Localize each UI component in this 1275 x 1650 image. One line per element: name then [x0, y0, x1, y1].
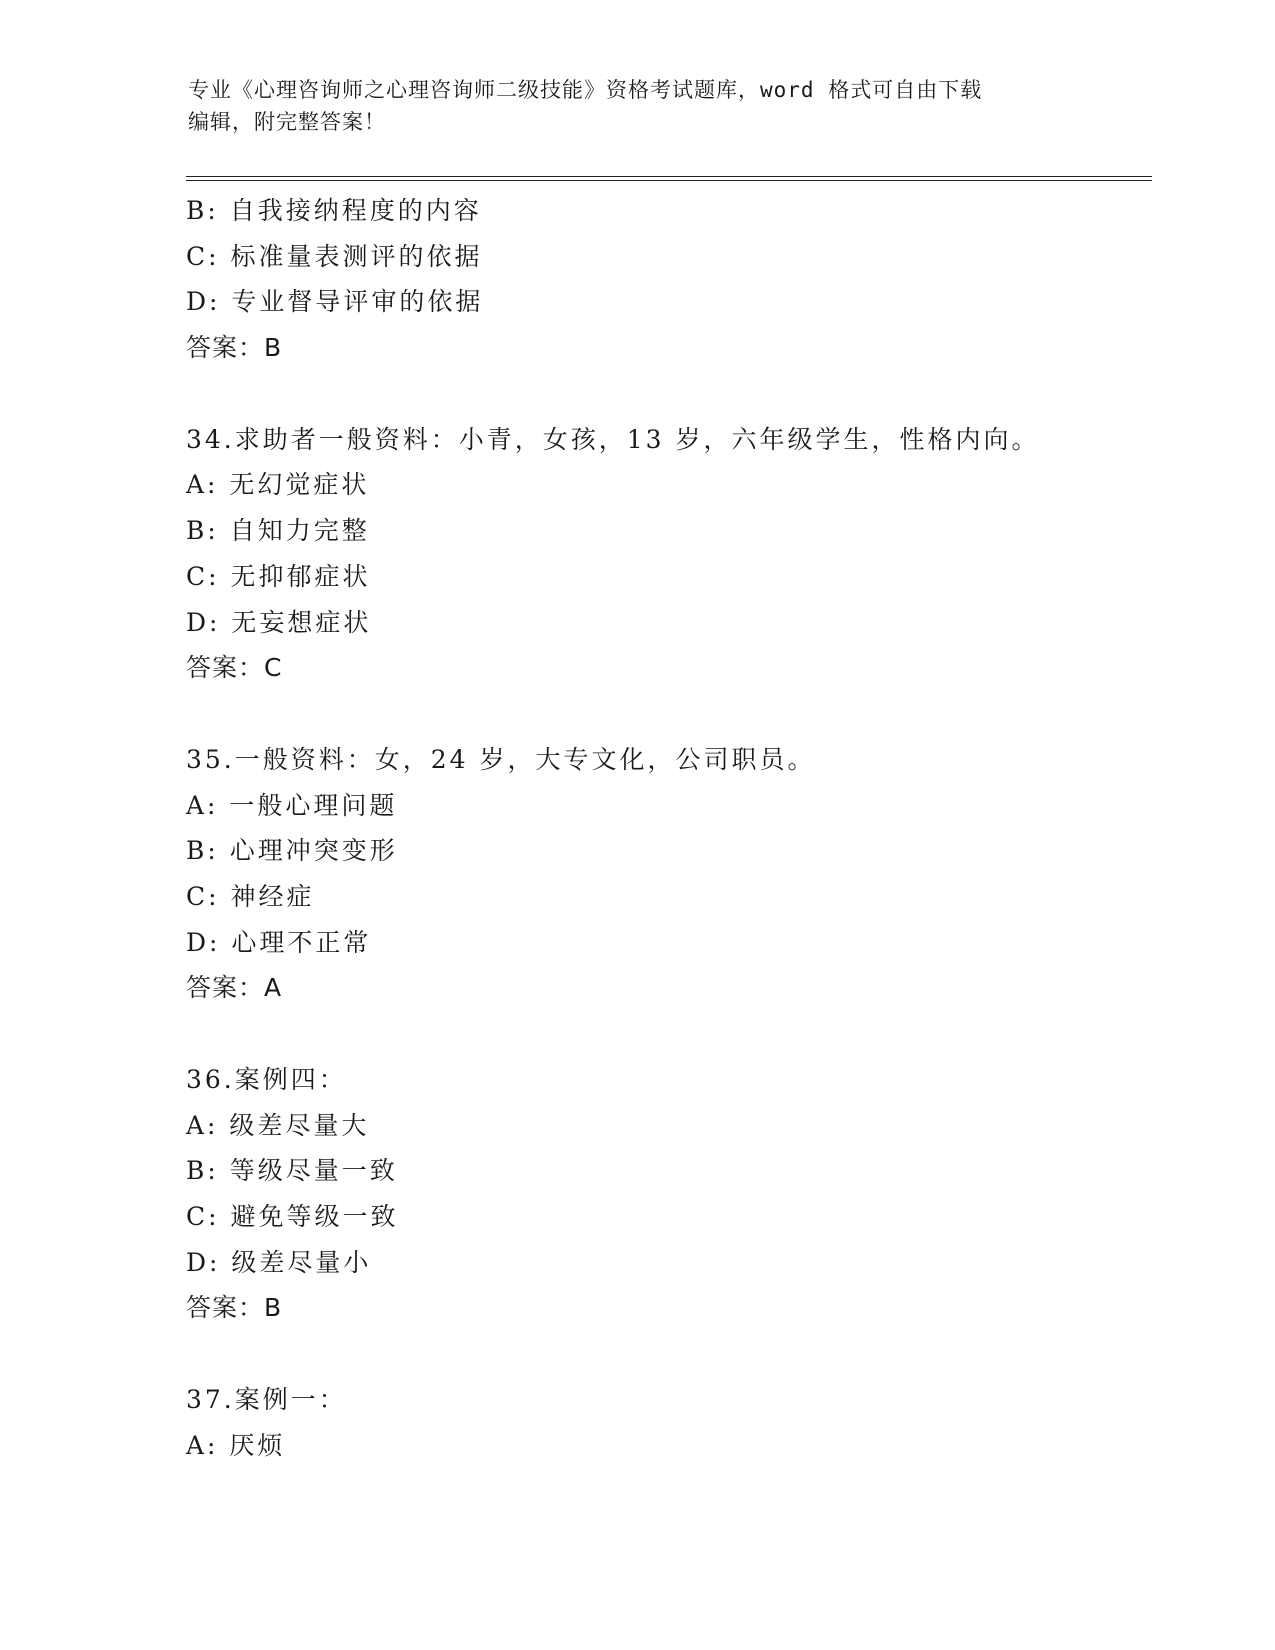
header-divider-top: [186, 176, 1152, 177]
option-d: D: 无妄想症状: [186, 607, 372, 637]
option-a: A: 级差尽量大: [186, 1110, 370, 1140]
answer-line: 答案：A: [186, 973, 283, 1003]
question-36: [186, 1057, 1146, 1331]
option-c: C: 神经症: [186, 881, 315, 911]
question-stem: 37.案例一：: [186, 1385, 347, 1415]
question-stem: 34.求助者一般资料：小青，女孩，13 岁，六年级学生，性格内向。: [186, 424, 1040, 454]
spacer: [186, 691, 1146, 737]
answer-line: 答案：C: [186, 653, 283, 683]
option-b: B: 自知力完整: [186, 516, 370, 546]
document-header: [188, 74, 1068, 138]
option-d: D: 专业督导评审的依据: [186, 287, 484, 317]
option-b: B: 自我接纳程度的内容: [186, 196, 482, 225]
option-d: D: 心理不正常: [186, 927, 372, 957]
header-divider-bottom: [186, 180, 1152, 181]
question-stem: 35.一般资料：女，24 岁，大专文化，公司职员。: [186, 744, 816, 774]
answer-line: 答案：B: [186, 333, 283, 363]
option-d: D: 级差尽量小: [186, 1247, 372, 1277]
option-c: C: 无抑郁症状: [186, 561, 371, 591]
question-35: [186, 737, 1146, 1011]
answer-line: 答案：B: [186, 1293, 283, 1323]
option-b: B: 等级尽量一致: [186, 1156, 398, 1186]
option-a: A: 无幻觉症状: [186, 470, 370, 500]
question-34: [186, 417, 1146, 691]
spacer: [186, 1331, 1146, 1377]
spacer: [186, 1011, 1146, 1057]
option-a: A: 厌烦: [186, 1430, 286, 1460]
spacer: [186, 371, 1146, 417]
option-c: C: 避免等级一致: [186, 1202, 399, 1232]
header-title-line-1: 专业《心理咨询师之心理咨询师二级技能》资格考试题库，word 格式可自由下载: [188, 78, 983, 102]
option-a: A: 一般心理问题: [186, 790, 398, 820]
question-33-continued: [186, 188, 1146, 371]
header-title-line-2: 编辑，附完整答案！: [188, 110, 386, 134]
question-stem: 36.案例四：: [186, 1065, 347, 1094]
question-37: [186, 1377, 1146, 1468]
option-b: B: 心理冲突变形: [186, 836, 398, 866]
option-c: C: 标准量表测评的依据: [186, 241, 483, 271]
question-list: [186, 188, 1146, 1469]
